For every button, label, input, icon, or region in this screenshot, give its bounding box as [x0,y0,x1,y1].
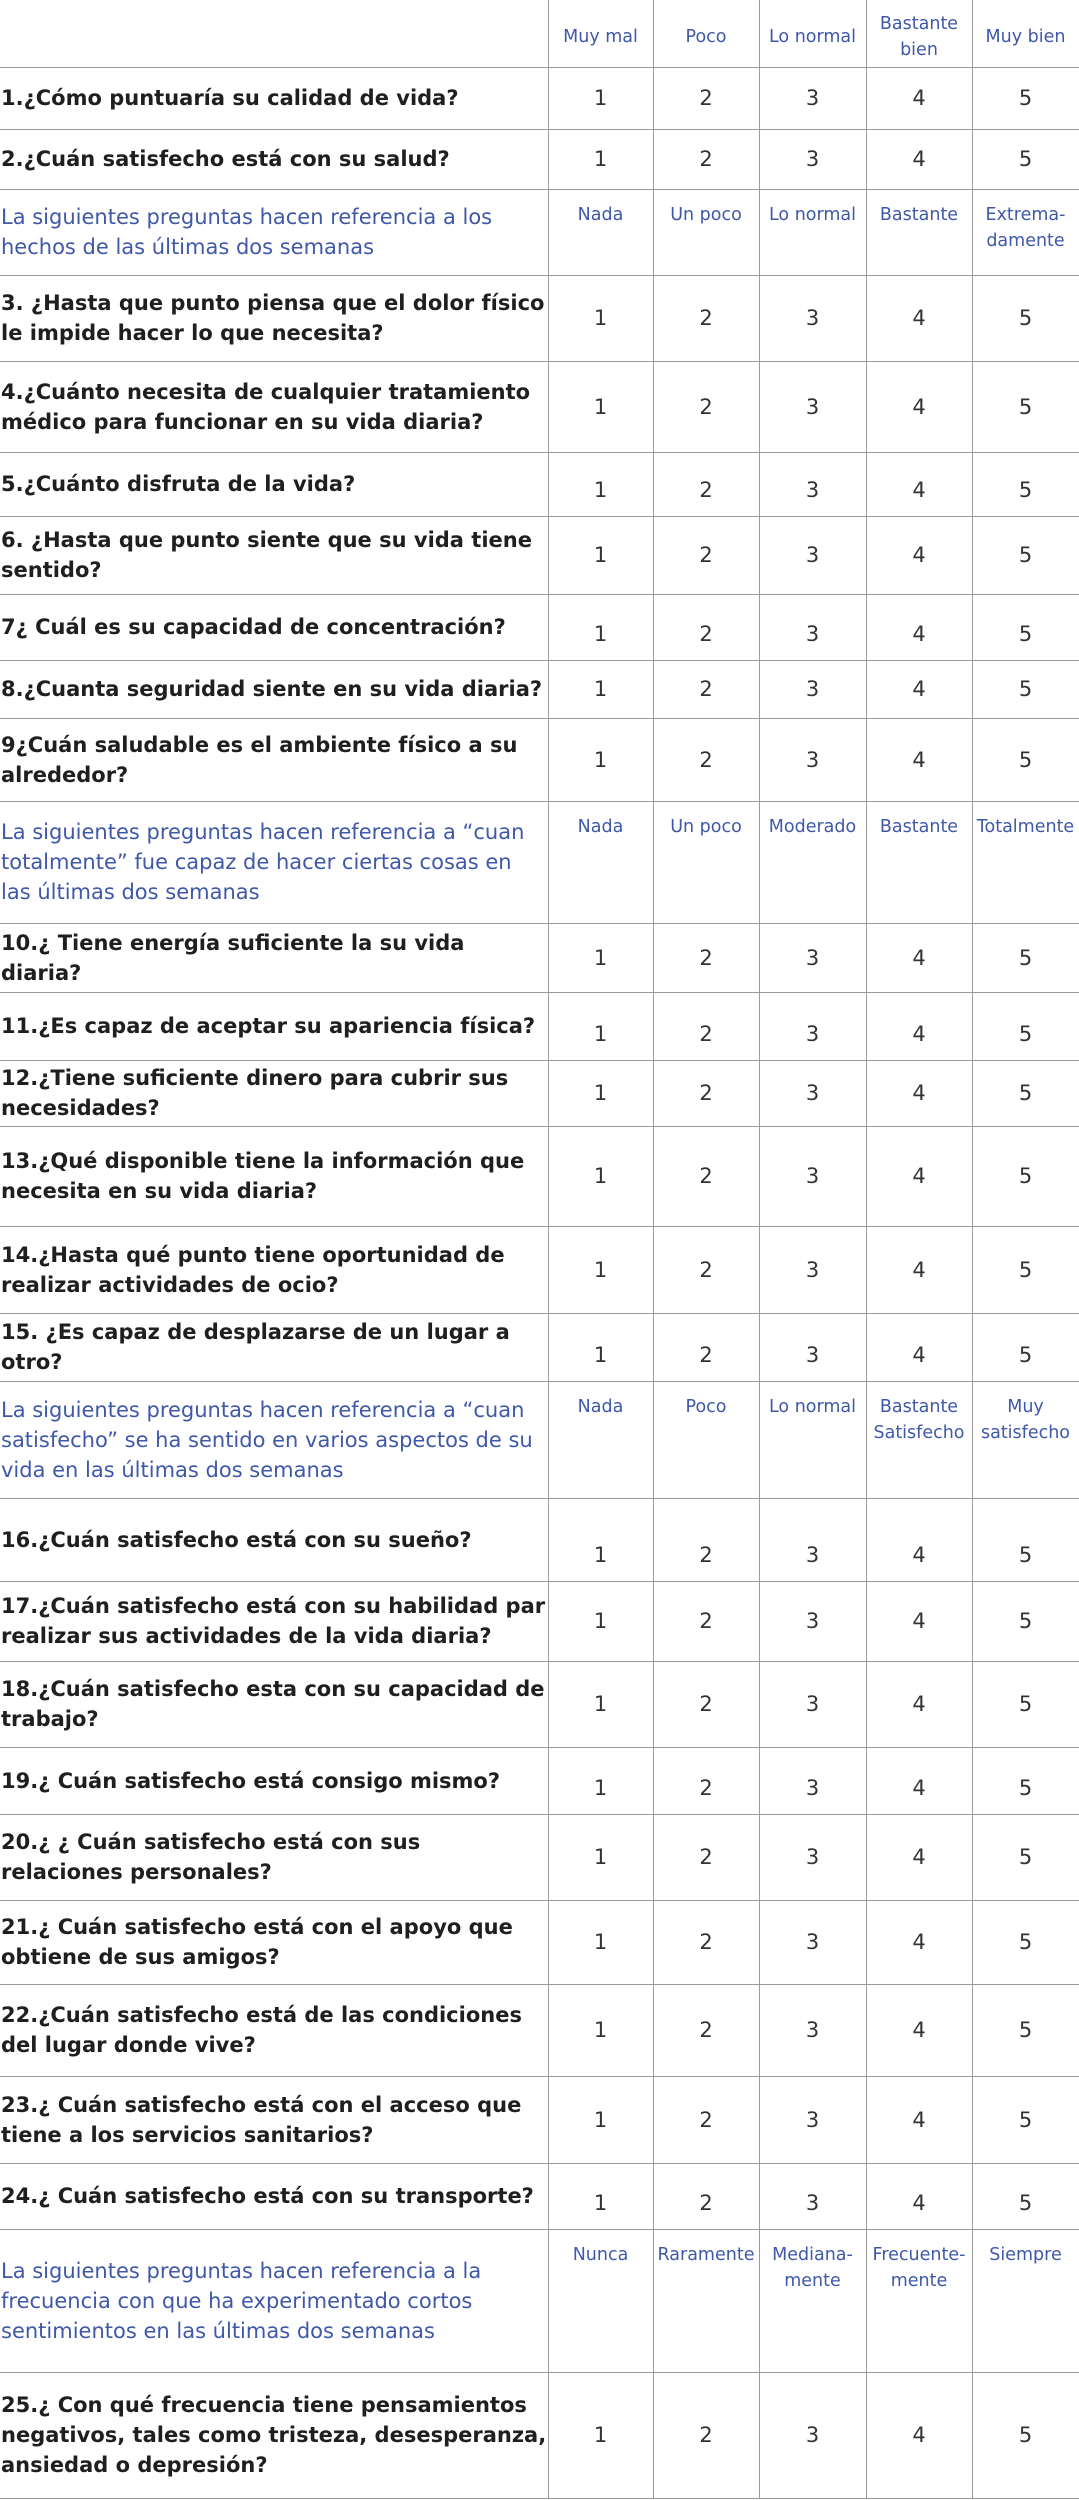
scale-value[interactable]: 3 [759,361,866,452]
scale-value[interactable]: 3 [759,594,866,660]
scale-value[interactable]: 1 [548,452,653,516]
question-row [0,1661,1079,1747]
scale-value[interactable]: 5 [972,923,1079,992]
scale-value[interactable]: 5 [972,129,1079,189]
scale-value[interactable]: 3 [759,1661,866,1747]
scale-value[interactable]: 2 [653,1814,759,1900]
scale-value[interactable]: 3 [759,1498,866,1581]
scale-value[interactable]: 5 [972,2163,1079,2229]
scale-value[interactable]: 3 [759,1060,866,1126]
question-text: 7¿ Cuál es su capacidad de concentración? [0,594,548,660]
scale-value[interactable]: 2 [653,452,759,516]
scale-value[interactable]: 2 [653,129,759,189]
question-row [0,67,1079,129]
scale-value[interactable]: 3 [759,2372,866,2498]
scale-value[interactable]: 4 [866,516,972,594]
scale-value[interactable]: 4 [866,992,972,1060]
question-row [0,1900,1079,1984]
question-text: 17.¿Cuán satisfecho está con su habilidad par realizar sus actividades de la vida diaria? [0,1581,548,1661]
question-text: 25.¿ Con qué frecuencia tiene pensamientos negativos, tales como tristeza, desesperanza, ansiedad o depresión? [0,2372,548,2498]
scale-value[interactable]: 4 [866,1661,972,1747]
scale-option-label: Siempre [972,2229,1079,2372]
question-text: 2.¿Cuán satisfecho está con su salud? [0,129,548,189]
question-text: 4.¿Cuánto necesita de cualquier tratamiento médico para funcionar en su vida diaria? [0,361,548,452]
scale-value[interactable]: 4 [866,1581,972,1661]
scale-value[interactable]: 2 [653,1581,759,1661]
scale-option-label: Bastante [866,189,972,275]
scale-value[interactable]: 1 [548,992,653,1060]
question-row [0,2076,1079,2163]
scale-value[interactable]: 2 [653,1313,759,1381]
scale-value[interactable]: 5 [972,594,1079,660]
question-text: 16.¿Cuán satisfecho está con su sueño? [0,1498,548,1581]
scale-option-label: Nada [548,189,653,275]
scale-value[interactable]: 1 [548,1661,653,1747]
scale-value[interactable]: 1 [548,67,653,129]
question-row [0,2163,1079,2229]
scale-value[interactable]: 1 [548,594,653,660]
scale-value[interactable]: 1 [548,2372,653,2498]
scale-value[interactable]: 2 [653,1661,759,1747]
scale-value[interactable]: 1 [548,1498,653,1581]
scale-value[interactable]: 4 [866,923,972,992]
scale-value[interactable]: 2 [653,1498,759,1581]
scale-value[interactable]: 4 [866,1814,972,1900]
scale-value[interactable]: 2 [653,660,759,718]
scale-value[interactable]: 1 [548,1814,653,1900]
scale-value[interactable]: 1 [548,1747,653,1814]
question-text: 8.¿Cuanta seguridad siente en su vida diaria? [0,660,548,718]
scale-value[interactable]: 3 [759,1814,866,1900]
question-row [0,923,1079,992]
question-row [0,718,1079,801]
header-option: Muy mal [548,0,653,67]
question-text: 19.¿ Cuán satisfecho está consigo mismo? [0,1747,548,1814]
scale-value[interactable]: 2 [653,1900,759,1984]
question-row [0,1984,1079,2076]
scale-option-label: Totalmente [972,801,1079,923]
scale-value[interactable]: 1 [548,516,653,594]
question-text: 5.¿Cuánto disfruta de la vida? [0,452,548,516]
scale-value[interactable]: 2 [653,1126,759,1226]
scale-value[interactable]: 1 [548,1984,653,2076]
scale-value[interactable]: 5 [972,1900,1079,1984]
scale-option-label: Poco [653,1381,759,1498]
scale-option-label: Nunca [548,2229,653,2372]
section-instructions: La siguientes preguntas hacen referencia a “cuan totalmente” fue capaz de hacer ciertas cosas en las últimas dos semanas [0,801,548,923]
scale-value[interactable]: 5 [972,1747,1079,1814]
scale-value[interactable]: 4 [866,1126,972,1226]
scale-value[interactable]: 5 [972,275,1079,361]
scale-value[interactable]: 3 [759,1900,866,1984]
scale-value[interactable]: 3 [759,452,866,516]
header-option: Lo normal [759,0,866,67]
scale-option-label: Extrema-damente [972,189,1079,275]
section-instructions: La siguientes preguntas hacen referencia a “cuan satisfecho” se ha sentido en varios aspectos de su vida en las últimas dos semanas [0,1381,548,1498]
scale-value[interactable]: 2 [653,2372,759,2498]
section-instructions: La siguientes preguntas hacen referencia a los hechos de las últimas dos semanas [0,189,548,275]
scale-option-label: Bastante Satisfecho [866,1381,972,1498]
scale-value[interactable]: 2 [653,718,759,801]
scale-value[interactable]: 3 [759,275,866,361]
scale-value[interactable]: 3 [759,1226,866,1313]
scale-value[interactable]: 4 [866,718,972,801]
scale-value[interactable]: 5 [972,1498,1079,1581]
scale-value[interactable]: 2 [653,1226,759,1313]
question-row [0,1313,1079,1381]
scale-value[interactable]: 5 [972,1226,1079,1313]
scale-value[interactable]: 5 [972,1126,1079,1226]
question-text: 15. ¿Es capaz de desplazarse de un lugar a otro? [0,1313,548,1381]
scale-value[interactable]: 3 [759,1747,866,1814]
question-row [0,516,1079,594]
scale-value[interactable]: 3 [759,2076,866,2163]
question-text: 20.¿ ¿ Cuán satisfecho está con sus relaciones personales? [0,1814,548,1900]
question-text: 23.¿ Cuán satisfecho está con el acceso que tiene a los servicios sanitarios? [0,2076,548,2163]
scale-value[interactable]: 2 [653,67,759,129]
scale-value[interactable]: 4 [866,1747,972,1814]
question-row [0,594,1079,660]
scale-value[interactable]: 2 [653,992,759,1060]
section-header-row [0,2229,1079,2372]
scale-option-label: Frecuente-mente [866,2229,972,2372]
scale-value[interactable]: 1 [548,660,653,718]
scale-option-label: Muy satisfecho [972,1381,1079,1498]
scale-value[interactable]: 4 [866,660,972,718]
scale-value[interactable]: 3 [759,67,866,129]
header-option: Muy bien [972,0,1079,67]
header-label [0,0,548,67]
scale-option-label: Un poco [653,189,759,275]
section-instructions: La siguientes preguntas hacen referencia a la frecuencia con que ha experimentado cortos sentimientos en las últimas dos semanas [0,2229,548,2372]
scale-option-label: Raramente [653,2229,759,2372]
scale-value[interactable]: 5 [972,2076,1079,2163]
question-text: 9¿Cuán saludable es el ambiente físico a su alrededor? [0,718,548,801]
scale-value[interactable]: 5 [972,1984,1079,2076]
scale-option-label: Bastante [866,801,972,923]
scale-value[interactable]: 5 [972,516,1079,594]
question-text: 21.¿ Cuán satisfecho está con el apoyo que obtiene de sus amigos? [0,1900,548,1984]
scale-value[interactable]: 3 [759,718,866,801]
question-text: 12.¿Tiene suficiente dinero para cubrir sus necesidades? [0,1060,548,1126]
scale-value[interactable]: 1 [548,361,653,452]
scale-value[interactable]: 1 [548,1060,653,1126]
scale-value[interactable]: 4 [866,1900,972,1984]
question-text: 6. ¿Hasta que punto siente que su vida tiene sentido? [0,516,548,594]
scale-value[interactable]: 1 [548,718,653,801]
question-text: 10.¿ Tiene energía suficiente la su vida diaria? [0,923,548,992]
scale-value[interactable]: 5 [972,1581,1079,1661]
scale-value[interactable]: 3 [759,1984,866,2076]
question-text: 11.¿Es capaz de aceptar su apariencia física? [0,992,548,1060]
scale-value[interactable]: 3 [759,516,866,594]
scale-option-label: Nada [548,1381,653,1498]
scale-value[interactable]: 1 [548,1900,653,1984]
scale-value[interactable]: 3 [759,129,866,189]
scale-value[interactable]: 3 [759,992,866,1060]
scale-value[interactable]: 5 [972,1661,1079,1747]
question-row [0,1126,1079,1226]
question-row [0,1814,1079,1900]
scale-value[interactable]: 4 [866,2372,972,2498]
question-text: 14.¿Hasta qué punto tiene oportunidad de realizar actividades de ocio? [0,1226,548,1313]
scale-value[interactable]: 3 [759,2163,866,2229]
header-option: Poco [653,0,759,67]
scale-option-label: Mediana-mente [759,2229,866,2372]
scale-value[interactable]: 4 [866,275,972,361]
scale-value[interactable]: 2 [653,275,759,361]
question-row [0,2372,1079,2498]
scale-value[interactable]: 2 [653,1060,759,1126]
scale-value[interactable]: 5 [972,452,1079,516]
scale-value[interactable]: 4 [866,452,972,516]
scale-value[interactable]: 4 [866,1984,972,2076]
scale-value[interactable]: 5 [972,660,1079,718]
question-row [0,452,1079,516]
scale-value[interactable]: 1 [548,1126,653,1226]
question-row [0,275,1079,361]
question-text: 24.¿ Cuán satisfecho está con su transporte? [0,2163,548,2229]
scale-value[interactable]: 4 [866,594,972,660]
scale-value[interactable]: 1 [548,1226,653,1313]
scale-value[interactable]: 5 [972,1060,1079,1126]
scale-value[interactable]: 5 [972,2372,1079,2498]
scale-value[interactable]: 1 [548,275,653,361]
scale-value[interactable]: 2 [653,2163,759,2229]
scale-value[interactable]: 4 [866,67,972,129]
scale-value[interactable]: 3 [759,660,866,718]
scale-value[interactable]: 5 [972,992,1079,1060]
scale-value[interactable]: 3 [759,1126,866,1226]
scale-value[interactable]: 4 [866,361,972,452]
question-text: 22.¿Cuán satisfecho está de las condiciones del lugar donde vive? [0,1984,548,2076]
scale-value[interactable]: 2 [653,1747,759,1814]
scale-value[interactable]: 4 [866,129,972,189]
section-header-row [0,189,1079,275]
scale-value[interactable]: 3 [759,923,866,992]
scale-value[interactable]: 5 [972,67,1079,129]
question-row [0,1060,1079,1126]
scale-value[interactable]: 1 [548,923,653,992]
scale-value[interactable]: 5 [972,1814,1079,1900]
question-row [0,660,1079,718]
scale-option-label: Lo normal [759,189,866,275]
question-text: 13.¿Qué disponible tiene la información que necesita en su vida diaria? [0,1126,548,1226]
scale-option-label: Un poco [653,801,759,923]
scale-value[interactable]: 3 [759,1313,866,1381]
question-row [0,129,1079,189]
scale-option-label: Nada [548,801,653,923]
scale-value[interactable]: 4 [866,1226,972,1313]
scale-value[interactable]: 5 [972,718,1079,801]
section-header-row [0,1381,1079,1498]
scale-value[interactable]: 4 [866,2076,972,2163]
scale-value[interactable]: 4 [866,1313,972,1381]
section-header-row [0,801,1079,923]
header-row [0,0,1079,67]
scale-value[interactable]: 1 [548,2163,653,2229]
question-row [0,1581,1079,1661]
scale-value[interactable]: 5 [972,1313,1079,1381]
scale-value[interactable]: 4 [866,2163,972,2229]
question-row [0,361,1079,452]
header-option: Bastante bien [866,0,972,67]
scale-value[interactable]: 2 [653,594,759,660]
question-text: 3. ¿Hasta que punto piensa que el dolor físico le impide hacer lo que necesita? [0,275,548,361]
scale-value[interactable]: 2 [653,1984,759,2076]
question-row [0,1498,1079,1581]
question-row [0,1226,1079,1313]
scale-value[interactable]: 1 [548,1581,653,1661]
scale-option-label: Lo normal [759,1381,866,1498]
scale-value[interactable]: 4 [866,1498,972,1581]
scale-value[interactable]: 4 [866,1060,972,1126]
scale-value[interactable]: 2 [653,361,759,452]
scale-value[interactable]: 1 [548,129,653,189]
question-row [0,992,1079,1060]
scale-value[interactable]: 1 [548,2076,653,2163]
scale-value[interactable]: 2 [653,2076,759,2163]
question-text: 18.¿Cuán satisfecho esta con su capacidad de trabajo? [0,1661,548,1747]
scale-value[interactable]: 2 [653,516,759,594]
question-row [0,1747,1079,1814]
scale-value[interactable]: 1 [548,1313,653,1381]
scale-value[interactable]: 5 [972,361,1079,452]
scale-value[interactable]: 3 [759,1581,866,1661]
question-text: 1.¿Cómo puntuaría su calidad de vida? [0,67,548,129]
scale-value[interactable]: 2 [653,923,759,992]
scale-option-label: Moderado [759,801,866,923]
